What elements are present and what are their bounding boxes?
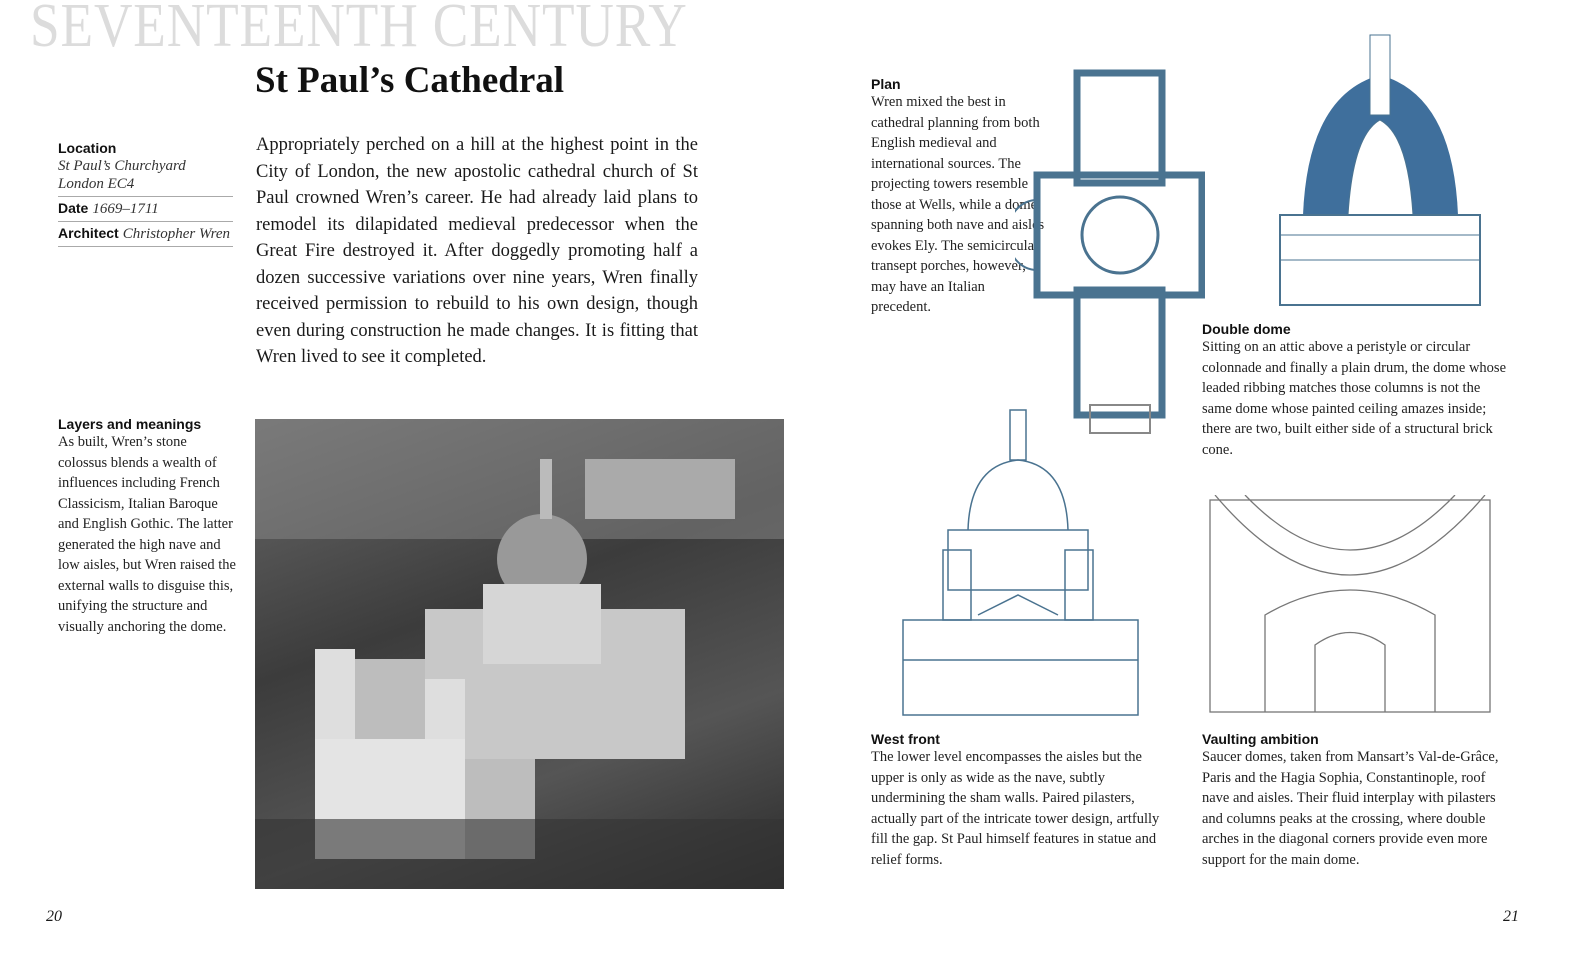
layers-heading: Layers and meanings — [58, 416, 202, 432]
location-line2: London EC4 — [58, 176, 135, 192]
west-front-heading: West front — [871, 731, 940, 747]
double-dome-text: Sitting on an attic above a peristyle or circular colonnade and finally a plain drum, the dome whose leaded ribbing matches those columns is not the same dome whose painted ceiling amazes inside; there are two, built either side of a structural brick cone. — [1202, 339, 1507, 458]
location-line1: St Paul’s Churchyard — [58, 158, 186, 174]
vaulting-section — [1202, 731, 1507, 870]
chapter-heading: SEVENTEENTH CENTURY — [30, 0, 688, 60]
page-title: St Paul’s Cathedral — [255, 60, 565, 101]
vaulting-text: Saucer domes, taken from Mansart’s Val-de-Grâce, Paris and the Hagia Sophia, Constantinople, roof nave and aisles. Their fluid interplay with pilasters and columns peaks at the crossing, where double arches in the diagonal corners provide even more support for the main dome. — [1202, 749, 1499, 868]
west-front-text: The lower level encompasses the aisles but the upper is only as wide as the nave, subtly undermining the sham walls. Paired pilasters, actually part of the intricate tower design, artfully fill the gap. St Paul himself features in statue and relief forms. — [871, 749, 1160, 868]
architect-label: Architect — [58, 225, 119, 241]
plan-heading: Plan — [871, 76, 901, 92]
date-label: Date — [58, 200, 89, 216]
intro-text: Appropriately perched on a hill at the highest point in the City of London, the new apostolic cathedral church of St Paul crowned Wren’s career. He had already laid plans to remodel its dilapidated medieval predecessor when the Great Fire destroyed it. After doggedly promoting half a dozen successive variations over nine years, Wren finally received permission to rebuild to his own design, though even during construction he made changes. It is fitting that Wren lived to see it completed. — [256, 135, 698, 367]
vaulting-heading: Vaulting ambition — [1202, 731, 1319, 747]
west-front-drawing — [898, 400, 1143, 718]
double-dome-heading: Double dome — [1202, 321, 1291, 337]
double-dome-section — [1202, 321, 1507, 460]
page-number-right: 21 — [1503, 908, 1519, 925]
layers-text: As built, Wren’s stone colossus blends a wealth of influences including French Classicism, Italian Baroque and English Gothic. The latter generated the high nave and low aisles, but Wren raised the external walls to disguise this, unifying the structure and visually anchoring the dome. — [58, 434, 236, 635]
interior-vaulting-drawing — [1205, 495, 1495, 717]
cathedral-photo-illustration — [255, 419, 784, 889]
aerial-photo — [255, 419, 784, 889]
date-value: 1669–1711 — [92, 201, 159, 217]
architect-value: Christopher Wren — [122, 226, 231, 242]
info-panel — [58, 137, 233, 247]
page-number-left: 20 — [46, 908, 62, 925]
layers-section — [58, 416, 236, 637]
plan-text: Wren mixed the best in cathedral planning from both English medieval and international sources. The projecting towers resemble those at Wells, while a dome spanning both nave and aisles evokes Ely. The semicircular transept porches, however, may have an Italian precedent. — [871, 94, 1045, 315]
double-dome-drawing — [1278, 25, 1483, 307]
west-front-section — [871, 731, 1166, 870]
location-label: Location — [58, 140, 117, 156]
floor-plan-drawing — [1015, 65, 1205, 437]
